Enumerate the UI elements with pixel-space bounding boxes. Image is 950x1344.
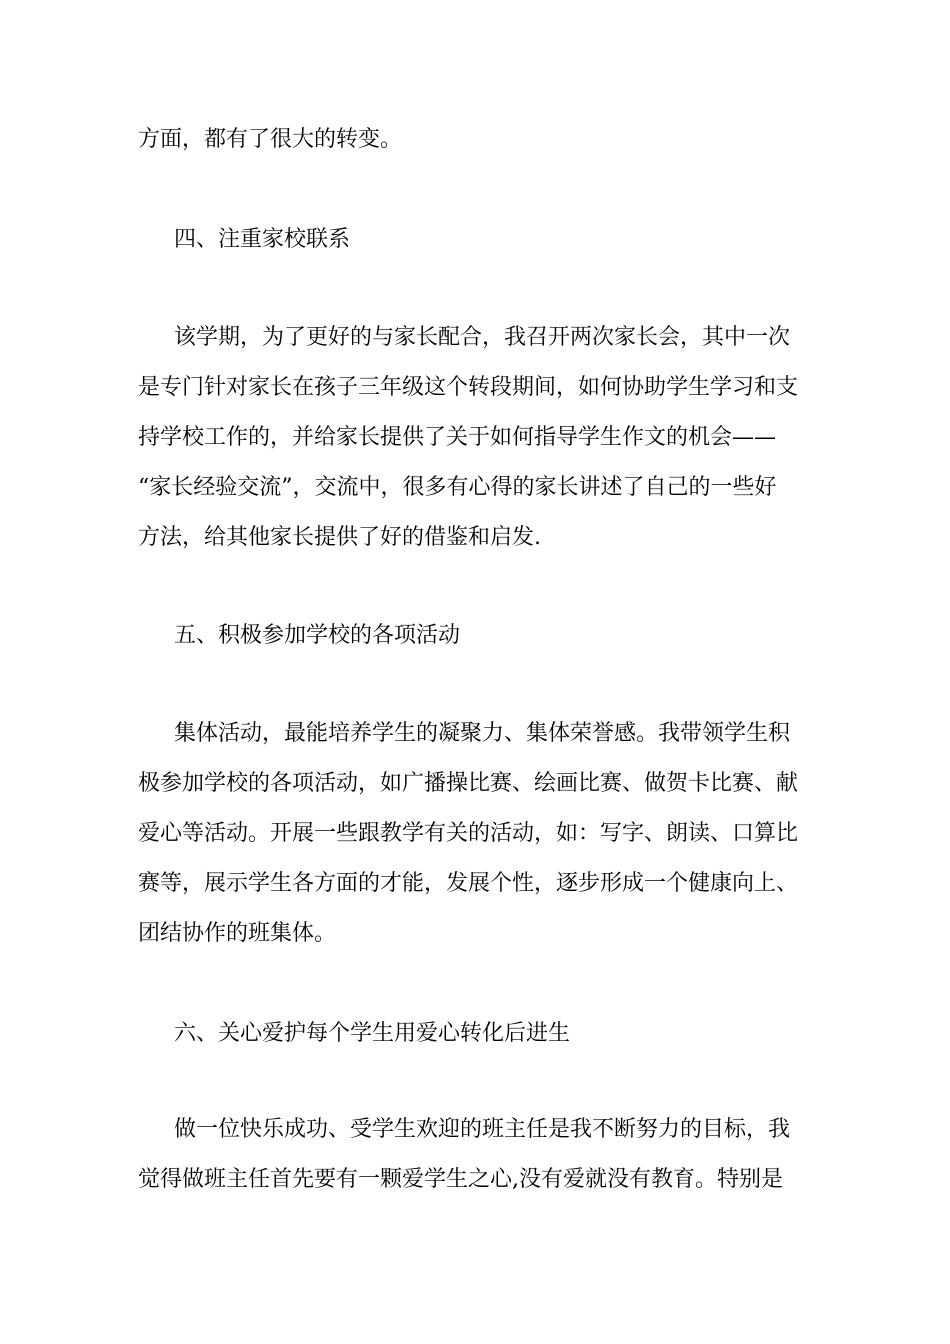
paragraph-line: 极参加学校的各项活动，如广播操比赛、绘画比赛、做贺卡比赛、献: [138, 771, 799, 796]
section-heading-5: 五、积极参加学校的各项活动: [174, 623, 461, 648]
paragraph-line: 方面，都有了很大的转变。: [138, 127, 403, 152]
paragraph-line: 团结协作的班集体。: [138, 921, 337, 946]
paragraph-line: 是专门针对家长在孩子三年级这个转段期间，如何协助学生学习和支: [138, 375, 799, 400]
paragraph-line: “家长经验交流”，交流中，很多有心得的家长讲述了自己的一些好: [138, 475, 777, 500]
paragraph-line: 赛等，展示学生各方面的才能，发展个性，逐步形成一个健康向上、: [138, 871, 799, 896]
section-heading-4: 四、注重家校联系: [174, 227, 351, 252]
paragraph-line: 做一位快乐成功、受学生欢迎的班主任是我不断努力的目标，我: [174, 1117, 791, 1142]
paragraph-line: 爱心等活动。开展一些跟教学有关的活动，如：写字、朗读、口算比: [138, 821, 799, 846]
paragraph-line: 该学期，为了更好的与家长配合，我召开两次家长会，其中一次: [174, 325, 791, 350]
paragraph-line: 觉得做班主任首先要有一颗爱学生之心,没有爱就没有教育。特别是: [138, 1167, 783, 1192]
paragraph-line: 持学校工作的，并给家长提供了关于如何指导学生作文的机会——: [138, 425, 777, 450]
section-heading-6: 六、关心爱护每个学生用爱心转化后进生: [174, 1021, 571, 1046]
paragraph-line: 方法，给其他家长提供了好的借鉴和启发.: [138, 525, 541, 550]
paragraph-line: 集体活动，最能培养学生的凝聚力、集体荣誉感。我带领学生积: [174, 721, 791, 746]
